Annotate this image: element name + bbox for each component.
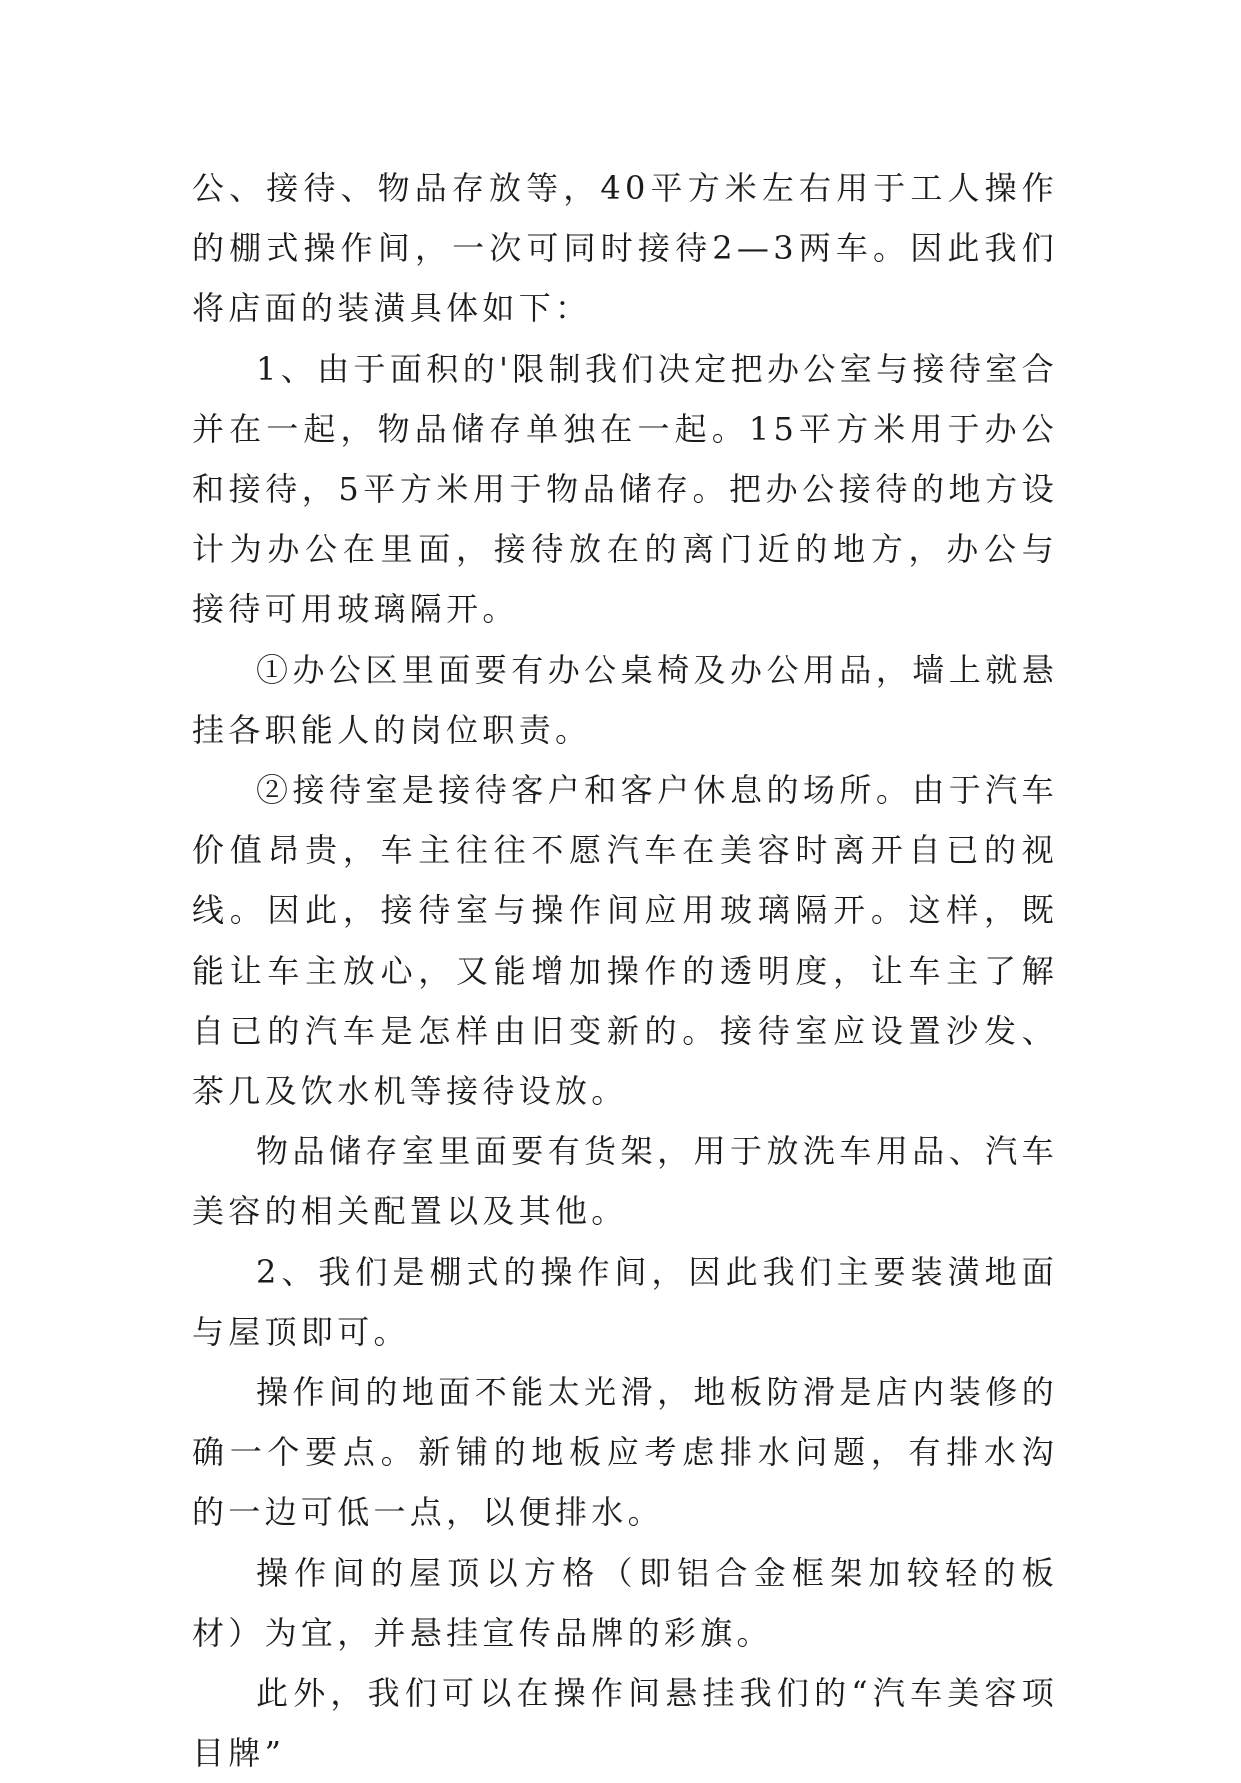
paragraph-5: 物品储存室里面要有货架，用于放洗车用品、汽车美容的相关配置以及其他。 (192, 1132, 1058, 1231)
paragraph-4: ②接待室是接待客户和客户休息的场所。由于汽车价值昂贵，车主往往不愿汽车在美容时离开自已的视线。因此，接待室与操作间应用玻璃隔开。这样，既能让车主放心，又能增加操作的透明度，让车主了解自已的汽车是怎样由旧变新的。接待室应设置沙发、茶几及饮水机等接待设放。 (192, 771, 1058, 1111)
paragraph-1: 公、接待、物品存放等，40平方米左右用于工人操作的棚式操作间，一次可同时接待2—3两车。因此我们将店面的装潢具体如下： (192, 169, 1058, 328)
paragraph-6: 2、我们是棚式的操作间，因此我们主要装潢地面与屋顶即可。 (192, 1252, 1058, 1351)
document-page (192, 158, 1058, 1783)
paragraph-3: ①办公区里面要有办公桌椅及办公用品，墙上就悬挂各职能人的岗位职责。 (192, 650, 1058, 749)
paragraph-2: 1、由于面积的'限制我们决定把办公室与接待室合并在一起，物品储存单独在一起。15平方米用于办公和接待，5平方米用于物品储存。把办公接待的地方设计为办公在里面，接待放在的离门近的地方，办公与接待可用玻璃隔开。 (192, 349, 1058, 629)
paragraph-8: 操作间的屋顶以方格（即铝合金框架加较轻的板材）为宜，并悬挂宣传品牌的彩旗。 (192, 1553, 1058, 1652)
paragraph-9: 此外，我们可以在操作间悬挂我们的“汽车美容项目牌” (192, 1674, 1058, 1773)
paragraph-7: 操作间的地面不能太光滑，地板防滑是店内装修的确一个要点。新铺的地板应考虑排水问题，有排水沟的一边可低一点，以便排水。 (192, 1373, 1058, 1532)
